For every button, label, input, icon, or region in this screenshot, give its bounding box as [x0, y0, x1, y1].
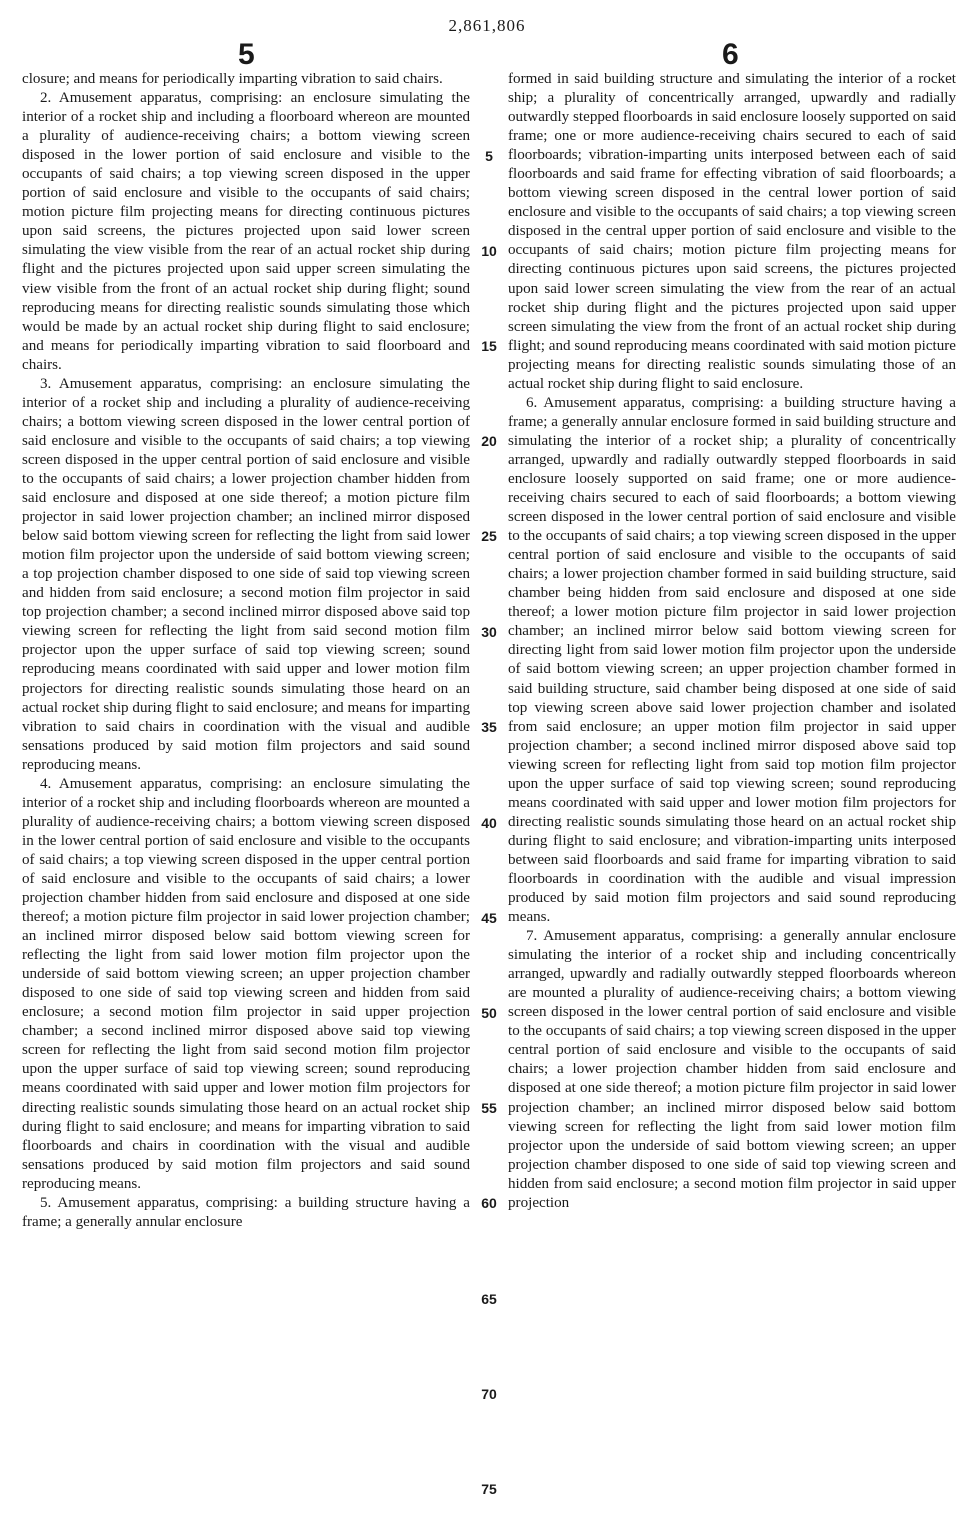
claim-5-continuation: formed in said building structure and simulating the interior of a rocket ship; a plurality of concentrically arranged, upwardly and radially outwardly stepped floorboards in said enclosure loosely supported on said frame; one or more audience-receiving chairs secured to each of said floorboards; vibration-imparting units interposed between each of said floorboards and said frame for effecting vibration of said floorboards; a bottom viewing screen disposed in the central lower portion of said enclosure and visible to the occupants of said chairs; a top viewing screen disposed in the central upper portion of said enclosure and visible to the occupants of said chairs; motion picture film projecting means for directing continuous pictures upon said screens, the pictures projected upon said lower screen simulating the view from the rear of an actual rocket ship during flight and the pictures projected upon said upper screen simulating the view from the front of an actual rocket ship during flight; and sound reproducing means coordinated with said motion picture projecting means for directing realistic sounds simulating those of an actual rocket ship during flight to said enclosure.: [508, 71, 956, 392]
claim-5-start: 5. Amusement apparatus, comprising: a building structure having a frame; a generally annular enclosure: [22, 1194, 470, 1230]
line-number: 70: [481, 1386, 497, 1402]
line-number: 20: [481, 433, 497, 449]
line-number: 45: [481, 910, 497, 926]
line-number: 5: [485, 148, 493, 164]
line-number: 75: [481, 1481, 497, 1497]
patent-number: 2,861,806: [448, 16, 526, 35]
line-number: 40: [481, 815, 497, 831]
claim-6: 6. Amusement apparatus, comprising: a building structure having a frame; a generally annular enclosure formed in said building structure and simulating the interior of a rocket ship; a plurality of concentrically arranged, upwardly and radially outwardly stepped floorboards in said enclosure loosely supported on said frame; one or more audience-receiving chairs secured to each of said floorboards; a bottom viewing screen disposed in the lower central portion of said enclosure and visible to the occupants of said chairs; a top viewing screen disposed in the upper central portion of said enclosure and visible to the occupants of said chairs; a lower projection chamber formed in said building structure, said chamber being hidden from said enclosure and disposed at one side thereof; a lower motion picture film projector in said lower projection chamber; an inclined mirror below said bottom viewing screen for directing light from said lower motion film projector upon the underside of said bottom viewing screen; an upper projection chamber formed in said building structure, said chamber being disposed at one side of said top viewing screen above said lower projection chamber and isolated from said enclosure; an upper motion film projector in said upper projection chamber; a second inclined mirror disposed above said top viewing screen for reflecting light from said top motion film projector upon the upper surface of said top viewing screen; sound reproducing means coordinated with said upper and lower motion film projectors for directing realistic sounds simulating those heard on an actual rocket ship during flight to said enclosure; and vibration-imparting units interposed between said floorboards and said frame for imparting vibration to said floorboards in coordination with the audible and visual impression produced by said motion film projectors and said sound reproducing means.: [508, 394, 956, 926]
line-number: 30: [481, 624, 497, 640]
line-number: 65: [481, 1291, 497, 1307]
right-column: [508, 70, 956, 1510]
line-number: 60: [481, 1195, 497, 1211]
page-number-right: 6: [722, 38, 739, 71]
paragraph-continuation: closure; and means for periodically imparting vibration to said chairs.: [22, 71, 443, 87]
claim-4: 4. Amusement apparatus, comprising: an enclosure simulating the interior of a rocket ship and including floorboards whereon are mounted a plurality of audience-receiving chairs; a bottom viewing screen disposed in the lower central portion of said enclosure and visible to the occupants of said chairs; a top viewing screen disposed in the upper central portion of said enclosure and visible to the occupants of said chairs; a lower projection chamber hidden from said enclosure and disposed at one side thereof; a motion picture film projector in said lower projection chamber; an inclined mirror disposed below said bottom viewing screen for reflecting the light from said lower motion film projector upon the underside of said bottom viewing screen; an upper projection chamber disposed to one side of said top viewing screen and hidden from said enclosure; a second motion film projector in said upper projection chamber; a second inclined mirror disposed above said top viewing screen for reflecting the light from said second motion film projector upon the upper surface of said top viewing screen; sound reproducing means coordinated with said upper and lower motion film projectors for directing realistic sounds simulating those heard on an actual rocket ship during flight to said enclosure; and means for imparting vibration to said floorboards and chairs in coordination with the visual and audible sensations produced by said motion film projectors and said sound reproducing means.: [22, 775, 470, 1192]
line-number: 50: [481, 1005, 497, 1021]
claim-7: 7. Amusement apparatus, comprising: a generally annular enclosure simulating the interior of a rocket ship and including concentrically arranged, upwardly and radially outwardly stepped floorboards whereon are mounted a plurality of audience-receiving chairs; a bottom viewing screen disposed in the lower central portion of said enclosure and visible to the occupants of said chairs; a top viewing screen disposed in the upper central portion of said enclosure and visible to the occupants of said chairs; a lower projection chamber hidden from said enclosure and disposed at one side thereof; a motion picture film projector in said lower projection chamber; an inclined mirror disposed below said bottom viewing screen for reflecting the light from said lower motion film projector upon the underside of said bottom viewing screen; an upper projection chamber disposed to one side of said top viewing screen and hidden from said enclosure; a second motion film projector in said upper projection: [508, 928, 956, 1211]
claim-3: 3. Amusement apparatus, comprising: an enclosure simulating the interior of a rocket ship and including a plurality of audience-receiving chairs; a bottom viewing screen disposed in the lower central portion of said enclosure and visible to the occupants of said chairs; a top viewing screen disposed in the upper central portion of said enclosure and visible to the occupants of said chairs; a lower projection chamber hidden from said enclosure and disposed at one side thereof; a motion picture film projector in said lower projection chamber; an inclined mirror disposed below said bottom viewing screen for reflecting the light from said lower motion film projector upon the underside of said bottom viewing screen; a top projection chamber disposed to one side of said top viewing screen and hidden from said enclosure; a second motion film projector in said top projection chamber; a second inclined mirror disposed above said top viewing screen for reflecting the light from said second motion film projector upon the upper surface of said top viewing screen; sound reproducing means coordinated with said upper and lower motion film projectors for directing realistic sounds simulating those heard on an actual rocket ship during flight to said enclosure; and means for imparting vibration to said chairs in coordination with the visual and audible sensations produced by said motion film projectors and said sound reproducing means.: [22, 375, 470, 773]
page-number-left: 5: [238, 38, 255, 71]
left-column: [22, 70, 470, 1510]
line-number: 15: [481, 338, 497, 354]
line-number: 35: [481, 719, 497, 735]
line-number: 10: [481, 243, 497, 259]
line-number: 25: [481, 528, 497, 544]
line-number: 55: [481, 1100, 497, 1116]
claim-2: 2. Amusement apparatus, comprising: an enclosure simulating the interior of a rocket ship and including a floorboard whereon are mounted a plurality of audience-receiving chairs; a bottom viewing screen disposed in the lower portion of said enclosure and visible to the occupants of said chairs; a top viewing screen disposed in the upper portion of said enclosure and visible to the occupants of said chairs; motion picture film projecting means for directing continuous pictures upon said screens, the pictures projected upon said lower screen simulating the view visible from the rear of an actual rocket ship during flight and the pictures projected upon said upper screen simulating the view visible from the front of an actual rocket ship during flight; sound reproducing means for directing realistic sounds simulating those which would be made by an actual rocket ship during flight to said enclosure; and means for periodically imparting vibration to said floorboard and chairs.: [22, 90, 470, 373]
